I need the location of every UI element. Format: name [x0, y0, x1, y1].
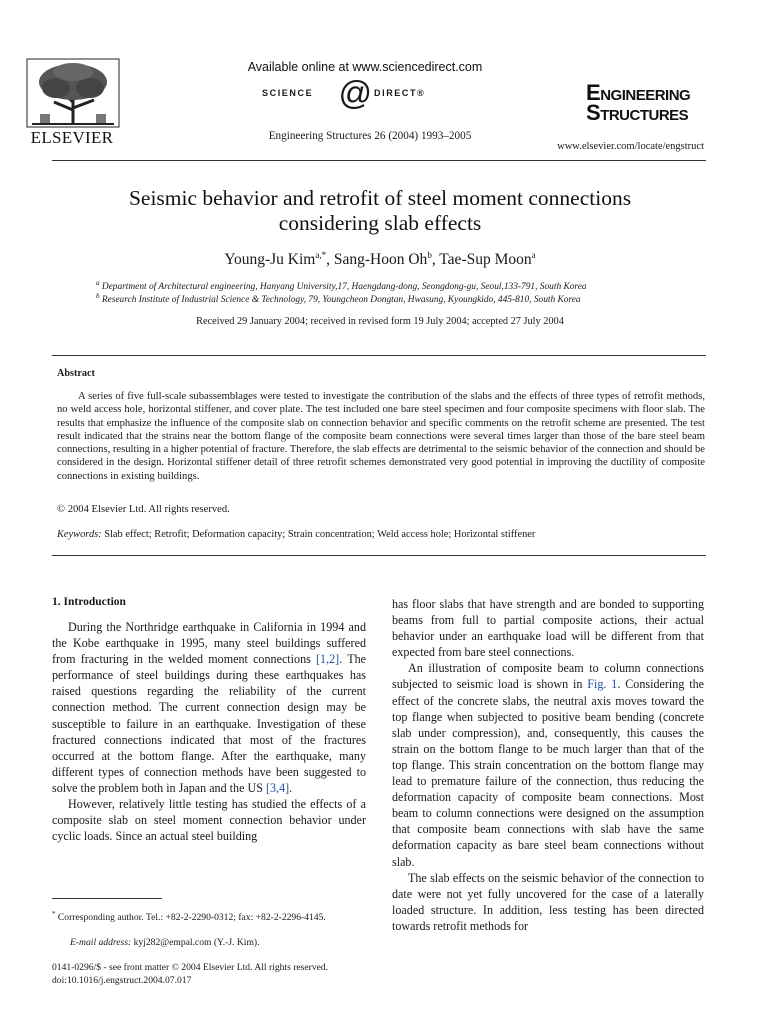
- abstract-bottom-divider: [52, 555, 706, 556]
- email-label: E-mail address:: [70, 937, 132, 948]
- journal-logo-rest1: NGINEERING: [600, 87, 691, 104]
- journal-reference: Engineering Structures 26 (2004) 1993–2005: [268, 130, 472, 142]
- right-column: [392, 596, 704, 934]
- keywords-text: Slab effect; Retrofit; Deformation capacity; Strain concentration; Weld access hole; Horizontal stiffener: [104, 529, 536, 540]
- affiliation-sup: b: [96, 292, 100, 300]
- available-online-text[interactable]: Available online at www.sciencedirect.com: [247, 60, 483, 74]
- left-column: [52, 619, 366, 844]
- paragraph: [392, 660, 704, 869]
- paragraph: has floor slabs that have strength and are bonded to supporting beams from full to partial composite actions, their actual behavior under an earthquake load will be different from that expected from bare steel connections.: [392, 597, 704, 660]
- paragraph-text: .: [289, 780, 293, 795]
- affiliation: [96, 290, 716, 307]
- publisher-name: ELSEVIER: [30, 128, 114, 147]
- abstract-text: A series of five full-scale subassemblages were tested to investigate the contribution of the slabs and the effects of three types of retrofit methods, no weld access hole, horizontal stiffener, and cover plate. The test included one bare steel specimen and four composite specimens with floor slab. The results that emphasize the influence of the composite slab on connection behavior and specific comments on the retrofit scheme are presented. The test result indicated that the strains near the bottom flange of the composite beam connections were several times larger than those of the bare steel beam connections, resulting in a higher potential of fracture. Therefore, the slab effects are detrimental to the seismic behavior of the connection and should be considered in the design. Horizontal stiffener detail of three retrofit schemes demonstrated very good potential in improving the ductility of composite connections in existing buildings.: [57, 391, 705, 482]
- figure-link[interactable]: Fig. 1: [587, 677, 618, 692]
- citation-link[interactable]: [3,4]: [265, 780, 290, 795]
- affiliation-sup: a: [96, 279, 100, 287]
- paragraph-text: An illustration of composite beam to column connections subjected to seismic load is shown in: [392, 661, 704, 692]
- keywords-label: Keywords:: [57, 529, 102, 540]
- footnote-text: Corresponding author. Tel.: +82-2-2290-0312; fax: +82-2-2296-4145.: [57, 912, 326, 924]
- author-name[interactable]: Young-Ju Kim: [224, 251, 316, 269]
- abstract-heading: Abstract: [57, 368, 95, 379]
- article-title: [60, 186, 700, 236]
- affiliation-text: Research Institute of Industrial Science & Technology, 79, Youngcheon Dongtan, Hwasung, Kyoungkido, 445-810, South Korea: [101, 295, 581, 306]
- doi-link[interactable]: doi:10.1016/j.engstruct.2004.07.017: [52, 975, 192, 986]
- paragraph: [52, 619, 366, 796]
- paragraph: However, relatively little testing has studied the effects of a composite slab on steel moment connection behavior under cyclic loads. Since an actual steel building: [52, 797, 366, 844]
- sciencedirect-at-icon: @: [338, 74, 372, 111]
- sciencedirect-right: DIRECT®: [374, 88, 426, 98]
- paragraph-text: . Considering the effect of the concrete slabs, the neutral axis moves toward the top flange when subjected to positive beam bending (concrete slab under compression), and, consequently, this causes the strain on the bottom flange to be much larger than that of the top flange. This strain concentration on the bottom flange may lead to premature failure of the connection, thus reducing the deformation capacity of composite beam connections. Most beam to column connections were designed on the assumption that composite beam connections with slab have the same deformation capacity as bare steel beam connections without slab.: [392, 677, 705, 869]
- paragraph-text: During the Northridge earthquake in California in 1994 and the Kobe earthquake in 1995, many steel buildings suffered from fracturing in the welded moment connections: [52, 620, 366, 667]
- sciencedirect-left: SCIENCE: [262, 88, 314, 98]
- author-list: Young-Ju Kim$^{a,*}$, Sang-Hoon Oh$^b$, Tae-Sup Moon$^a$: [224, 250, 536, 269]
- author-sup[interactable]: b: [427, 250, 432, 260]
- article-dates: Received 29 January 2004; received in revised form 19 July 2004; accepted 27 July 2004: [196, 316, 564, 327]
- elsevier-tree-icon: [26, 58, 120, 128]
- paragraph-text: . The performance of steel buildings during these earthquakes has raised questions regarding the reliability of the current connection method. The current connection design may be susceptible to failure in an earthquake. Investigation of these fractured connections indicated that most of the fractures occurred at the bottom flange. After the earthquake, many different types of connection methods have been suggested to solve the problem both in Japan and the US: [52, 652, 366, 795]
- elsevier-logo: [22, 58, 122, 146]
- title-line-1: Seismic behavior and retrofit of steel moment connections: [128, 186, 632, 210]
- corresponding-author-footnote: [52, 908, 370, 924]
- section-heading: 1. Introduction: [52, 596, 126, 608]
- journal-logo-rest2: TRUCTURES: [600, 107, 689, 124]
- front-matter: 0141-0296/$ - see front matter © 2004 Elsevier Ltd. All rights reserved.: [52, 962, 329, 973]
- abstract-body: [57, 390, 705, 483]
- paragraph: The slab effects on the seismic behavior of the connection to date were not yet fully uncovered for the case of a laterally loaded structure. In addition, less testing has been directed towards retrofit methods for: [392, 870, 704, 933]
- email-footnote: [52, 936, 370, 949]
- footnote-mark: *: [52, 910, 56, 918]
- email-address[interactable]: kyj282@empal.com (Y.-J. Kim).: [133, 937, 260, 948]
- journal-logo-cap1: E: [586, 80, 601, 105]
- author-sup[interactable]: a,*: [315, 250, 327, 260]
- author-sup[interactable]: a: [531, 250, 536, 260]
- abstract-top-divider: [52, 355, 706, 356]
- journal-url-link[interactable]: www.elsevier.com/locate/engstruct: [557, 141, 704, 152]
- abstract-copyright: © 2004 Elsevier Ltd. All rights reserved.: [57, 504, 230, 515]
- author-name[interactable]: Tae-Sup Moon: [439, 251, 532, 269]
- citation-link[interactable]: [1,2]: [316, 652, 340, 667]
- affiliation-text: Department of Architectural engineering, Hanyang University,17, Haengdang-dong, Seongdong-gu, Seoul,133-791, South Korea: [101, 282, 587, 293]
- title-line-2: considering slab effects: [278, 211, 482, 235]
- footnote-divider: [52, 898, 162, 899]
- sciencedirect-logo[interactable]: [262, 76, 442, 112]
- author-name[interactable]: Sang-Hoon Oh: [333, 251, 428, 269]
- keywords: [57, 529, 705, 540]
- journal-logo-cap2: S: [586, 100, 601, 125]
- journal-logo: [586, 80, 716, 124]
- header-divider: [52, 160, 706, 161]
